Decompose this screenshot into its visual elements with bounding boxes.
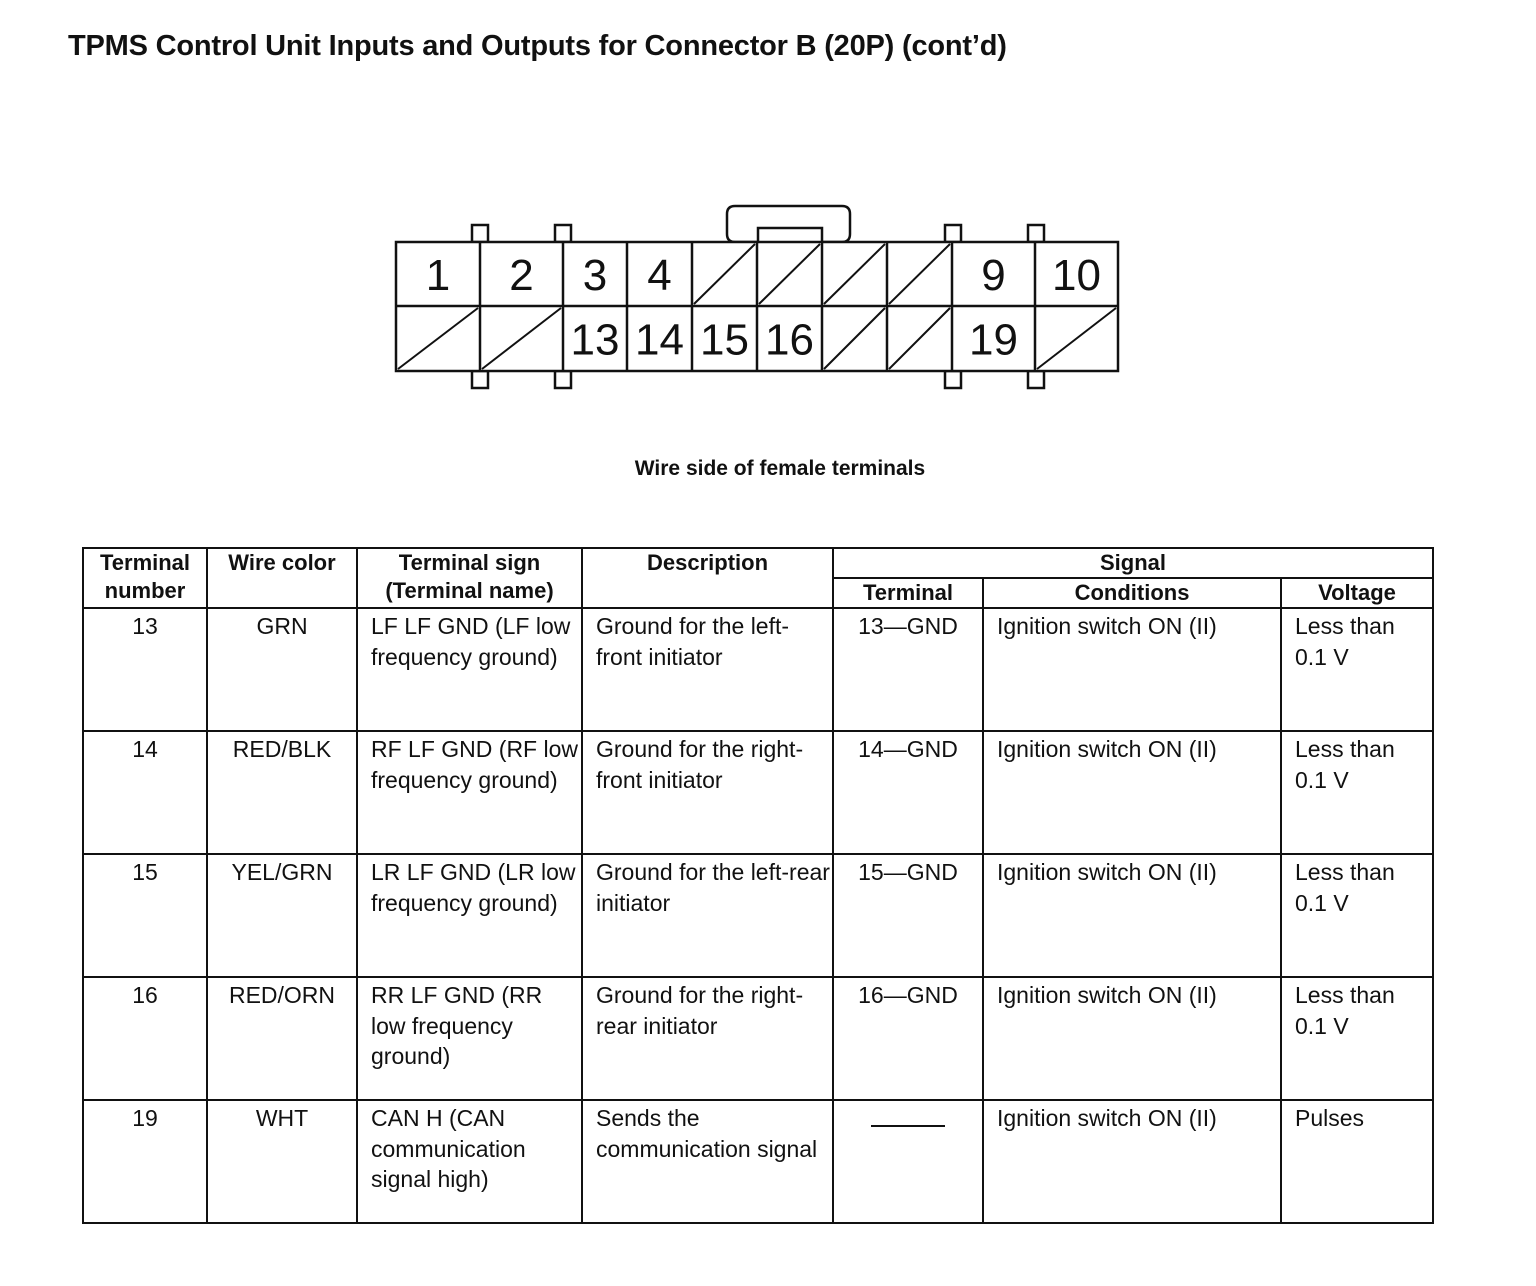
conditions-cell: Ignition switch ON (II) xyxy=(983,608,1281,731)
description-cell: Ground for the left-front initiator xyxy=(582,608,833,731)
wire-color-cell: WHT xyxy=(207,1100,357,1223)
connector-diagram xyxy=(380,198,1140,398)
table-row xyxy=(83,854,1433,977)
description-cell: Ground for the right-rear initiator xyxy=(582,977,833,1100)
voltage-cell: Less than 0.1 V xyxy=(1281,977,1433,1100)
voltage-cell: Pulses xyxy=(1281,1100,1433,1223)
signal-terminal-cell xyxy=(833,1100,983,1223)
page-title: TPMS Control Unit Inputs and Outputs for Connector B (20P) (cont’d) xyxy=(68,30,1007,62)
header-description: Description xyxy=(582,548,833,608)
voltage-cell: Less than 0.1 V xyxy=(1281,854,1433,977)
terminal-pin-label: 3 xyxy=(582,251,608,300)
diagram-caption: Wire side of female terminals xyxy=(634,457,926,480)
terminal-pin-label: 13 xyxy=(570,315,620,365)
wire-color-cell: YEL/GRN xyxy=(207,854,357,977)
signal-terminal-cell: 13—GND xyxy=(833,608,983,731)
header-terminal-number: Terminal number xyxy=(83,548,207,608)
table-row xyxy=(83,1100,1433,1223)
wire-color-cell: GRN xyxy=(207,608,357,731)
terminal-pin-label: 15 xyxy=(700,315,749,365)
terminal-pin-label: 10 xyxy=(1052,251,1101,300)
terminal-sign-cell: RR LF GND (RR low frequency ground) xyxy=(357,977,582,1100)
description-cell: Ground for the right-front initiator xyxy=(582,731,833,854)
voltage-cell: Less than 0.1 V xyxy=(1281,608,1433,731)
header-voltage: Voltage xyxy=(1281,578,1433,608)
terminal-pin-label: 14 xyxy=(635,315,684,365)
table-row xyxy=(83,977,1433,1100)
terminal-number-cell: 19 xyxy=(83,1100,207,1223)
voltage-cell: Less than 0.1 V xyxy=(1281,731,1433,854)
description-cell: Ground for the left-rear initiator xyxy=(582,854,833,977)
terminal-number-cell: 16 xyxy=(83,977,207,1100)
table-row xyxy=(83,608,1433,731)
terminal-sign-cell: RF LF GND (RF low frequency ground) xyxy=(357,731,582,854)
wire-color-cell: RED/ORN xyxy=(207,977,357,1100)
terminal-pin-label: 1 xyxy=(425,251,451,300)
description-cell: Sends the communication signal xyxy=(582,1100,833,1223)
signal-terminal-cell: 16—GND xyxy=(833,977,983,1100)
conditions-cell: Ignition switch ON (II) xyxy=(983,977,1281,1100)
terminal-sign-cell: LF LF GND (LF low frequency ground) xyxy=(357,608,582,731)
conditions-cell: Ignition switch ON (II) xyxy=(983,1100,1281,1223)
terminal-sign-cell: CAN H (CAN communication signal high) xyxy=(357,1100,582,1223)
terminal-pin-label: 9 xyxy=(981,251,1006,300)
pinout-table xyxy=(82,547,1434,1224)
header-wire-color: Wire color xyxy=(207,548,357,608)
terminal-pin-label: 4 xyxy=(647,251,672,300)
header-conditions: Conditions xyxy=(983,578,1281,608)
terminal-sign-cell: LR LF GND (LR low frequency ground) xyxy=(357,854,582,977)
terminal-pin-label: 19 xyxy=(969,315,1018,365)
terminal-number-cell: 14 xyxy=(83,731,207,854)
header-signal-terminal: Terminal xyxy=(833,578,983,608)
header-signal: Signal xyxy=(833,548,1433,578)
no-terminal-dash xyxy=(871,1125,945,1127)
conditions-cell: Ignition switch ON (II) xyxy=(983,731,1281,854)
terminal-pin-label: 2 xyxy=(509,251,534,300)
terminal-number-cell: 15 xyxy=(83,854,207,977)
terminal-number-cell: 13 xyxy=(83,608,207,731)
header-terminal-sign: Terminal sign (Terminal name) xyxy=(357,548,582,608)
terminal-pin-label: 16 xyxy=(765,315,814,365)
signal-terminal-cell: 14—GND xyxy=(833,731,983,854)
wire-color-cell: RED/BLK xyxy=(207,731,357,854)
signal-terminal-cell: 15—GND xyxy=(833,854,983,977)
table-row xyxy=(83,731,1433,854)
conditions-cell: Ignition switch ON (II) xyxy=(983,854,1281,977)
